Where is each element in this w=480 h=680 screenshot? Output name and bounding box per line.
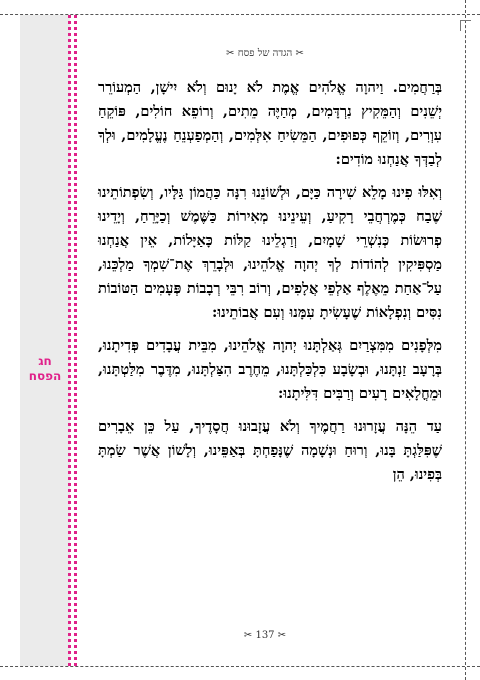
section-label-line-1: חג: [38, 354, 52, 368]
paragraph: מִלְּפָנִים מִמִּצְרַיִם גְּאַלְתָּנוּ יְהוָה אֱלֹהֵינוּ, מִבֵּית עֲבָדִים פְּדִיתָנוּ, בְּרָעָב זַנְתָּנוּ, וּבְשָׂבָע כִּלְכַּלְתָּנוּ, מֵחֶרֶב הִצַּלְתָּנוּ, מִדֶּבֶר מִלַּטְתָּנוּ, וּמֵחֳלָאִים רָעִים וְרַבִּים דִּלִּיתָנוּ:: [98, 337, 442, 402]
dotted-rule-inner: [74, 15, 77, 666]
cut-line-right: [465, 0, 466, 680]
page-number: ✂ 137 ✂: [243, 630, 287, 641]
section-label-line-2: הפסח: [28, 369, 62, 383]
running-head: ✂ הגדה של פסח ✂: [226, 48, 304, 59]
corner-mark: [460, 20, 471, 31]
cut-line-bottom: [0, 666, 480, 667]
sidebar-strip: [20, 15, 70, 666]
main-text: [98, 76, 442, 496]
section-label: [22, 354, 68, 384]
cut-line-top: [0, 14, 480, 15]
dotted-rule-outer: [68, 15, 71, 666]
paragraph: בְּרַחֲמִים. וַיהוָה אֱלֹהִים אֱמֶת לֹא יָנוּם וְלֹא יִישָׁן, הַמְעוֹרֵר יְשֵׁנִים וְהַמֵּקִיץ נִרְדָּמִים, מְחַיֶּה מֵתִים, וְרוֹפֵא חוֹלִים, פּוֹקֵחַ עִוְרִים, וְזוֹקֵף כְּפוּפִים, הַמֵּשִׂיחַ אִלְּמִים, וְהַמְפַעְנֵחַ נֶעֱלָמִים, וּלְךָ לְבַדְּךָ אֲנַחְנוּ מוֹדִים:: [98, 79, 442, 168]
paragraph: וְאִלּוּ פִינוּ מָלֵא שִׁירָה כַּיָּם, וּלְשׁוֹנֵנוּ רִנָּה כַּהֲמוֹן גַּלָּיו, וְשִׂפְתוֹתֵינוּ שֶׁבַח כְּמֶרְחֲבֵי רָקִיעַ, וְעֵינֵינוּ מְאִירוֹת כַּשֶּׁמֶשׁ וְכַיָּרֵחַ, וְיָדֵינוּ פְרוּשׂוֹת כְּנִשְׁרֵי שָׁמָיִם, וְרַגְלֵינוּ קַלּוֹת כָּאַיָּלוֹת, אֵין אֲנַחְנוּ מַסְפִּיקִין לְהוֹדוֹת לְךָ יְהוָה אֱלֹהֵינוּ, וּלְבָרֵךְ אֶת־שִׁמְךָ מַלְכֵּנוּ, עַל־אַחַת מֵאֶלֶף אַלְפֵי אֲלָפִים, וְרוֹב רִבֵּי רְבָבוֹת פְּעָמִים הַטּוֹבוֹת נִסִּים וְנִפְלָאוֹת שֶׁעָשִׂיתָ עִמָּנוּ וְעִם אֲבוֹתֵינוּ:: [98, 184, 442, 321]
paragraph: עַד הֵנָּה עֲזָרוּנוּ רַחֲמֶיךָ וְלֹא עֲזָבוּנוּ חֲסָדֶיךָ, עַל כֵּן אֵבָרִים שֶׁפִּלַּגְתָּ בָּנוּ, וְרוּחַ וּנְשָׁמָה שֶׁנָּפַחְתָּ בְּאַפֵּינוּ, וְלָשׁוֹן אֲשֶׁר שַׂמְתָּ בְּפִינוּ, הֵן: [98, 418, 442, 483]
